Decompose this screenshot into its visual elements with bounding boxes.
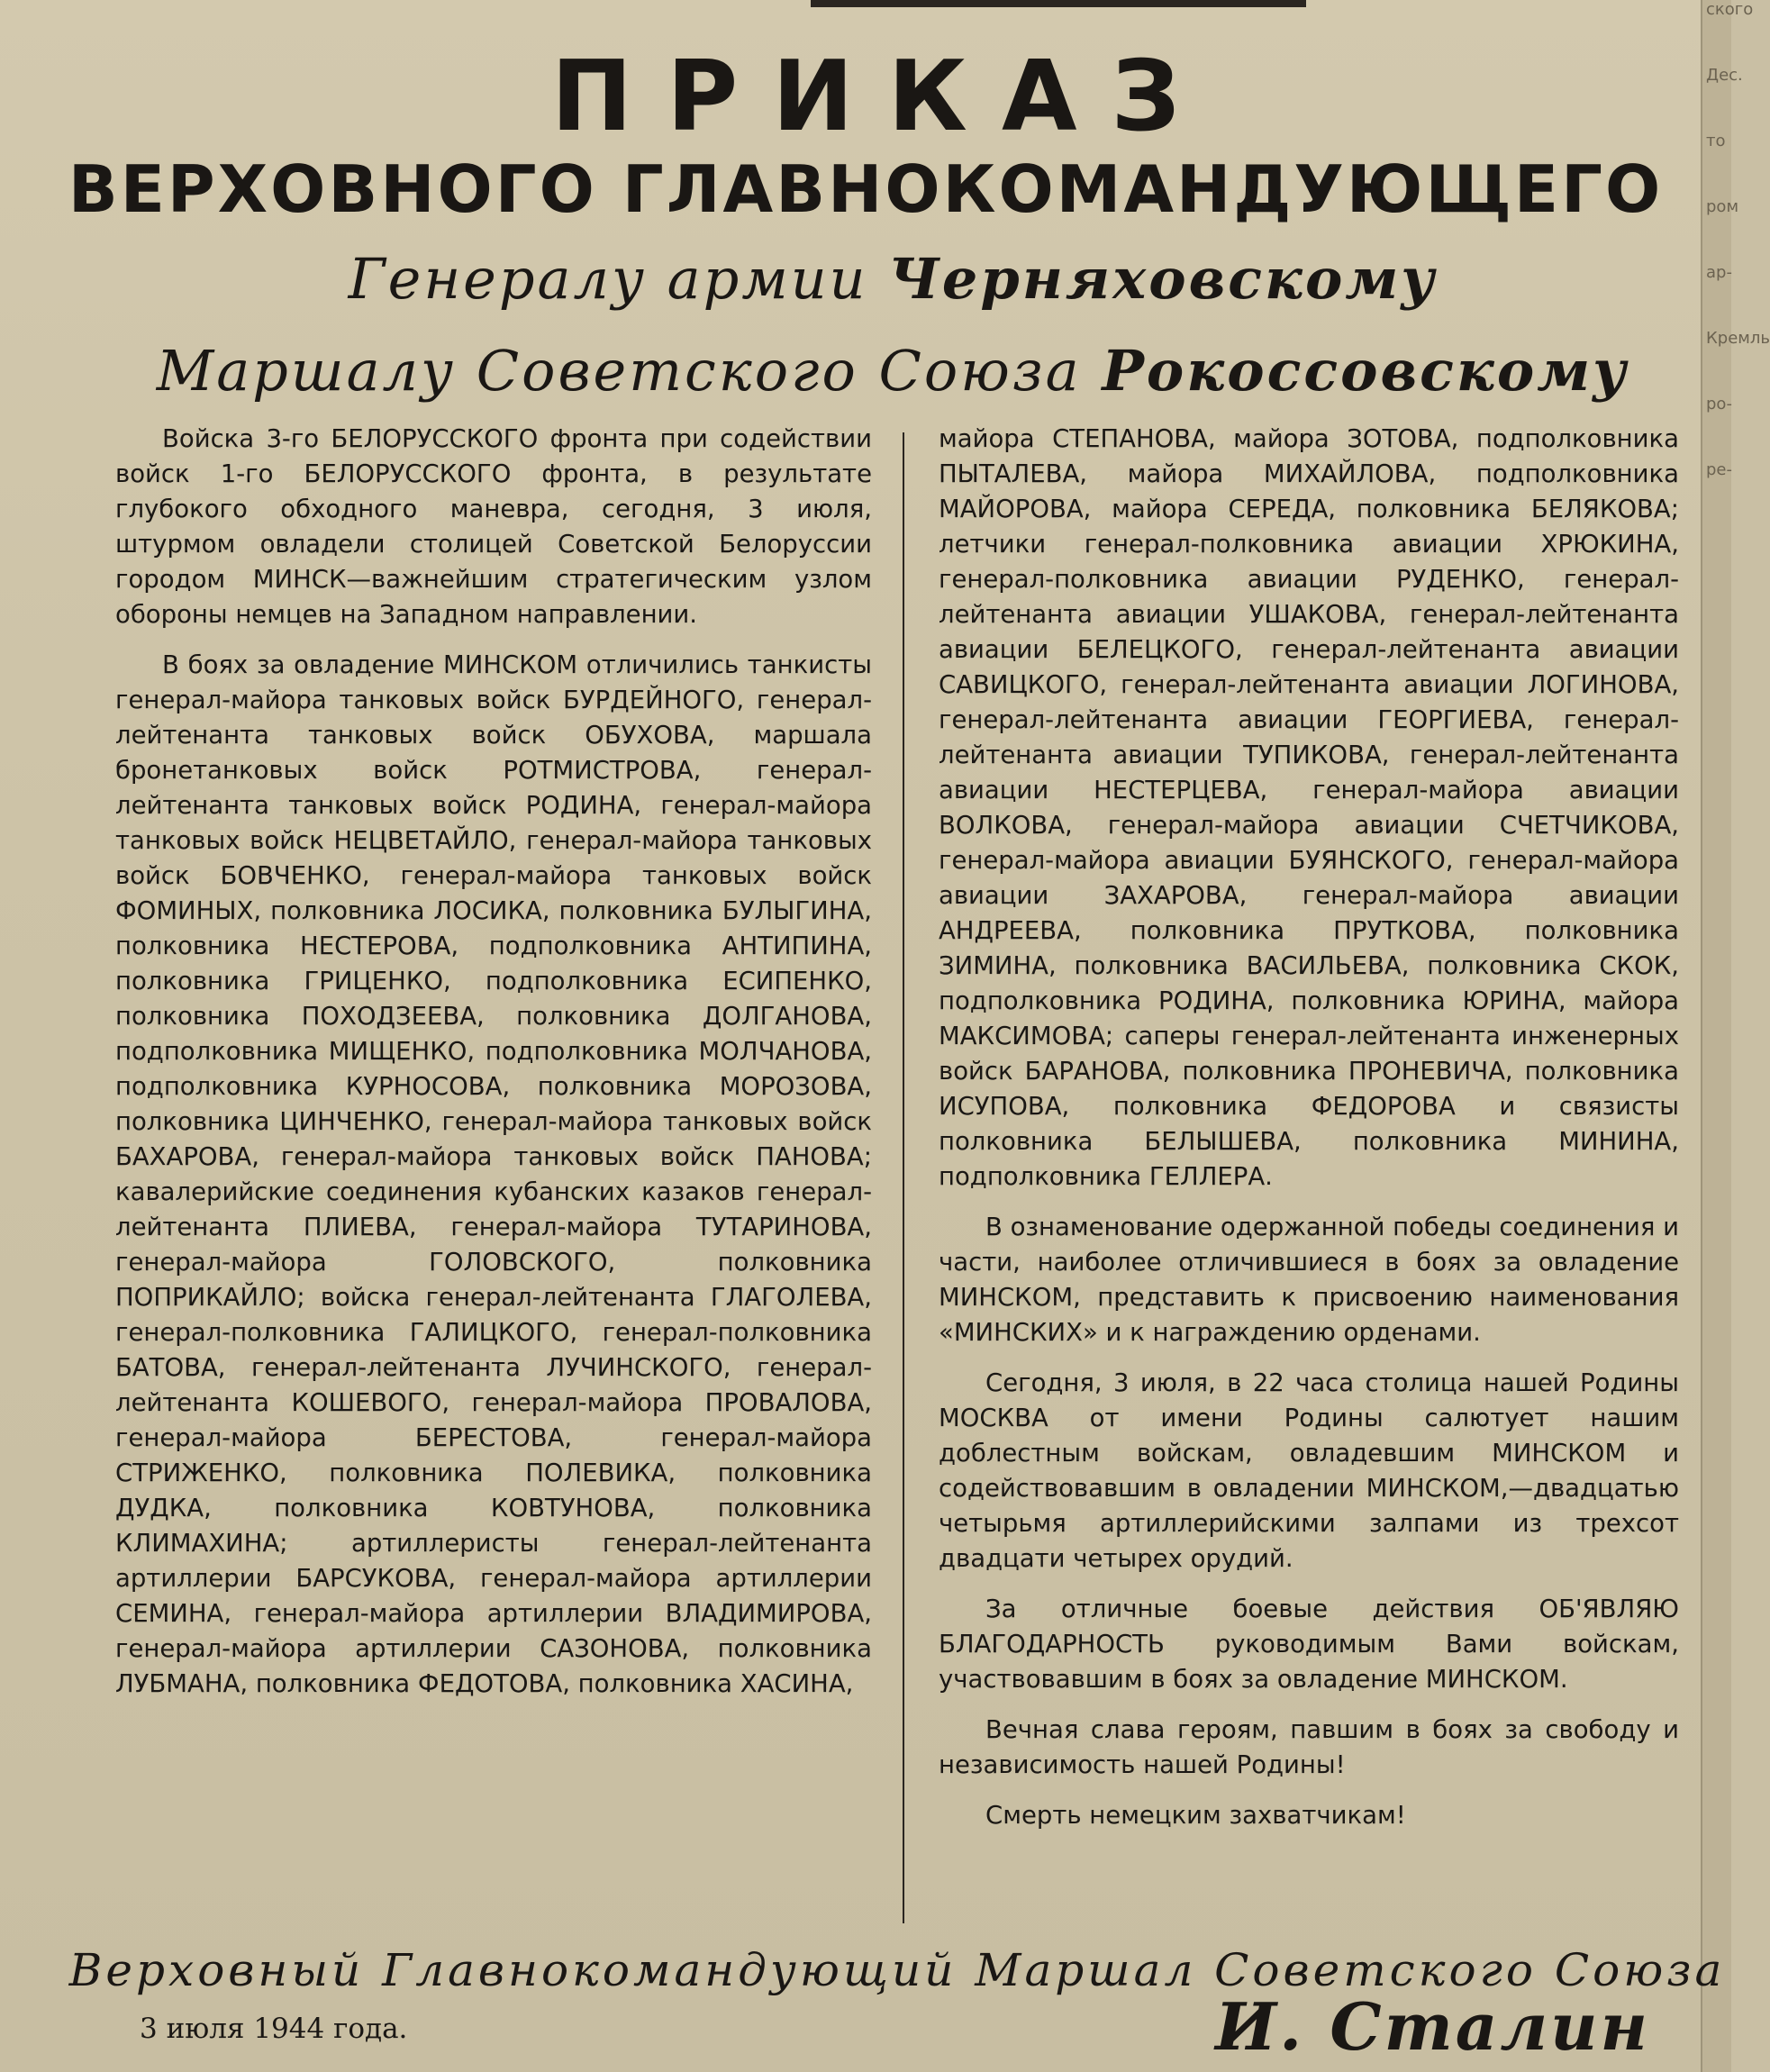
edge-fragment: ар-	[1706, 263, 1732, 282]
edge-fragment: то	[1706, 132, 1726, 150]
body-paragraph: В боях за овладение МИНСКОМ отличились танкисты генерал-майора танковых войск БУРДЕЙНОГО, генерал-лейтенанта танковых войск ОБУХОВА, маршала бронетанковых войск РОТМИСТРОВА, генерал-лейтенанта танковых войск РОДИНА, генерал-майора танковых войск НЕЦВЕТАЙЛО, генерал-майора танковых войск БОВЧЕНКО, генерал-майора танковых войск ФОМИНЫХ, полковника ЛОСИКА, полковника БУЛЫГИНА, полковника НЕСТЕРОВА, подполковника АНТИПИНА, полковника ГРИЦЕНКО, подполковника ЕСИПЕНКО, полковника ПОХОДЗЕЕВА, полковника ДОЛГАНОВА, подполковника МИЩЕНКО, подполковника МОЛЧАНОВА, подполковника КУРНОСОВА, полковника МОРОЗОВА, полковника ЦИНЧЕНКО, генерал-майора танковых войск БАХАРОВА, генерал-майора танковых войск ПАНОВА; кавалерийские соединения кубанских казаков генерал-лейтенанта ПЛИЕВА, генерал-майора ТУТАРИНОВА, генерал-майора ГОЛОВСКОГО, полковника ПОПРИКАЙЛО; войска генерал-лейтенанта ГЛАГОЛЕВА, генерал-полковника ГАЛИЦКОГО, генерал-полковника БАТОВА, генерал-лейтенанта ЛУЧИНСКОГО, генерал-лейтенанта КОШЕВОГО, генерал-майора ПРОВАЛОВА, генерал-майора БЕРЕСТОВА, генерал-майора СТРИЖЕНКО, полковника ПОЛЕВИКА, полковника ДУДКА, полковника КОВТУНОВА, полковника КЛИМАХИНА; артиллеристы генерал-лейтенанта артиллерии БАРСУКОВА, генерал-майора артиллерии СЕМИНА, генерал-майора артиллерии ВЛАДИМИРОВА, генерал-майора артиллерии САЗОНОВА, полковника ЛУБМАНА, полковника ФЕДОТОВА, полковника ХАСИНА,	[115, 650, 872, 1698]
body-paragraph: Вечная слава героям, павшим в боях за свободу и независимость нашей Родины!	[939, 1715, 1679, 1779]
top-rule	[811, 0, 1306, 7]
edge-fragment: ром	[1706, 197, 1739, 216]
signature-title: Верховный Главнокомандующий Маршал Советского Союза	[68, 1944, 1726, 1996]
edge-fragment: Дес.	[1706, 66, 1743, 85]
addressee-rank: Маршалу Советского Союза	[156, 338, 1103, 404]
body-column-left	[115, 422, 872, 1926]
order-title: ПРИКАЗ	[550, 41, 1215, 153]
edge-fragment: ро-	[1706, 395, 1732, 413]
order-subtitle: ВЕРХОВНОГО ГЛАВНОКОМАНДУЮЩЕГО	[68, 151, 1664, 227]
body-paragraph: Войска 3-го БЕЛОРУССКОГО фронта при содействии войск 1-го БЕЛОРУССКОГО фронта, в результате глубокого обходного маневра, сегодня, 3 июля, штурмом овладели столицей Советской Белоруссии городом МИНСК—важнейшим стратегическим узлом обороны немцев на Западном направлении.	[115, 424, 872, 629]
addressee-rank: Генералу армии	[348, 246, 889, 312]
body-paragraph: В ознаменование одержанной победы соединения и части, наиболее отличившиеся в боях за овладение МИНСКОМ, представить к присвоению наименования «МИНСКИХ» и к награждению орденами.	[939, 1213, 1679, 1347]
edge-fragment: ского	[1706, 0, 1754, 19]
body-paragraph: майора СТЕПАНОВА, майора ЗОТОВА, подполковника ПЫТАЛЕВА, майора МИХАЙЛОВА, подполковника МАЙОРОВА, майора СЕРЕДА, полковника БЕЛЯКОВА; летчики генерал-полковника авиации ХРЮКИНА, генерал-полковника авиации РУДЕНКО, генерал-лейтенанта авиации УШАКОВА, генерал-лейтенанта авиации БЕЛЕЦКОГО, генерал-лейтенанта авиации САВИЦКОГО, генерал-лейтенанта авиации ЛОГИНОВА, генерал-лейтенанта авиации ГЕОРГИЕВА, генерал-лейтенанта авиации ТУПИКОВА, генерал-лейтенанта авиации НЕСТЕРЦЕВА, генерал-майора авиации ВОЛКОВА, генерал-майора авиации СЧЕТЧИКОВА, генерал-майора авиации БУЯНСКОГО, генерал-майора авиации ЗАХАРОВА, генерал-майора авиации АНДРЕЕВА, полковника ПРУТКОВА, полковника ЗИМИНА, полковника ВАСИЛЬЕВА, полковника СКОК, подполковника РОДИНА, полковника ЮРИНА, майора МАКСИМОВА; саперы генерал-лейтенанта инженерных войск БАРАНОВА, полковника ПРОНЕВИЧА, полковника ИСУПОВА, полковника ФЕДОРОВА и связисты полковника БЕЛЫШЕВА, полковника МИНИНА, подполковника ГЕЛЛЕРА.	[939, 424, 1679, 1191]
addressee-name: Рокоссовскому	[1102, 338, 1629, 404]
body-paragraph: Сегодня, 3 июля, в 22 часа столица нашей Родины МОСКВА от имени Родины салютует нашим доблестным войскам, овладевшим МИНСКОМ и содействовавшим в овладении МИНСКОМ,—двадцатью четырьмя артиллерийскими залпами из трехсот двадцати четырех орудий.	[939, 1368, 1679, 1573]
addressee-name: Черняховскому	[888, 246, 1438, 312]
signer-name: И. Сталин	[1215, 1988, 1650, 2065]
body-paragraph: Смерть немецким захватчикам!	[985, 1801, 1406, 1830]
body-paragraph: За отличные боевые действия ОБ'ЯВЛЯЮ БЛАГОДАРНОСТЬ руководимым Вами войскам, участвовавшим в боях за овладение МИНСКОМ.	[939, 1595, 1679, 1694]
addressee-chernyakhovsky	[0, 243, 1731, 315]
body-column-right	[939, 422, 1679, 1926]
order-date: 3 июля 1944 года.	[140, 2013, 408, 2045]
edge-fragment: ре-	[1706, 460, 1732, 479]
addressee-rokossovsky	[0, 335, 1731, 407]
column-divider	[903, 432, 904, 1923]
edge-fragment: Кремль	[1706, 329, 1770, 348]
